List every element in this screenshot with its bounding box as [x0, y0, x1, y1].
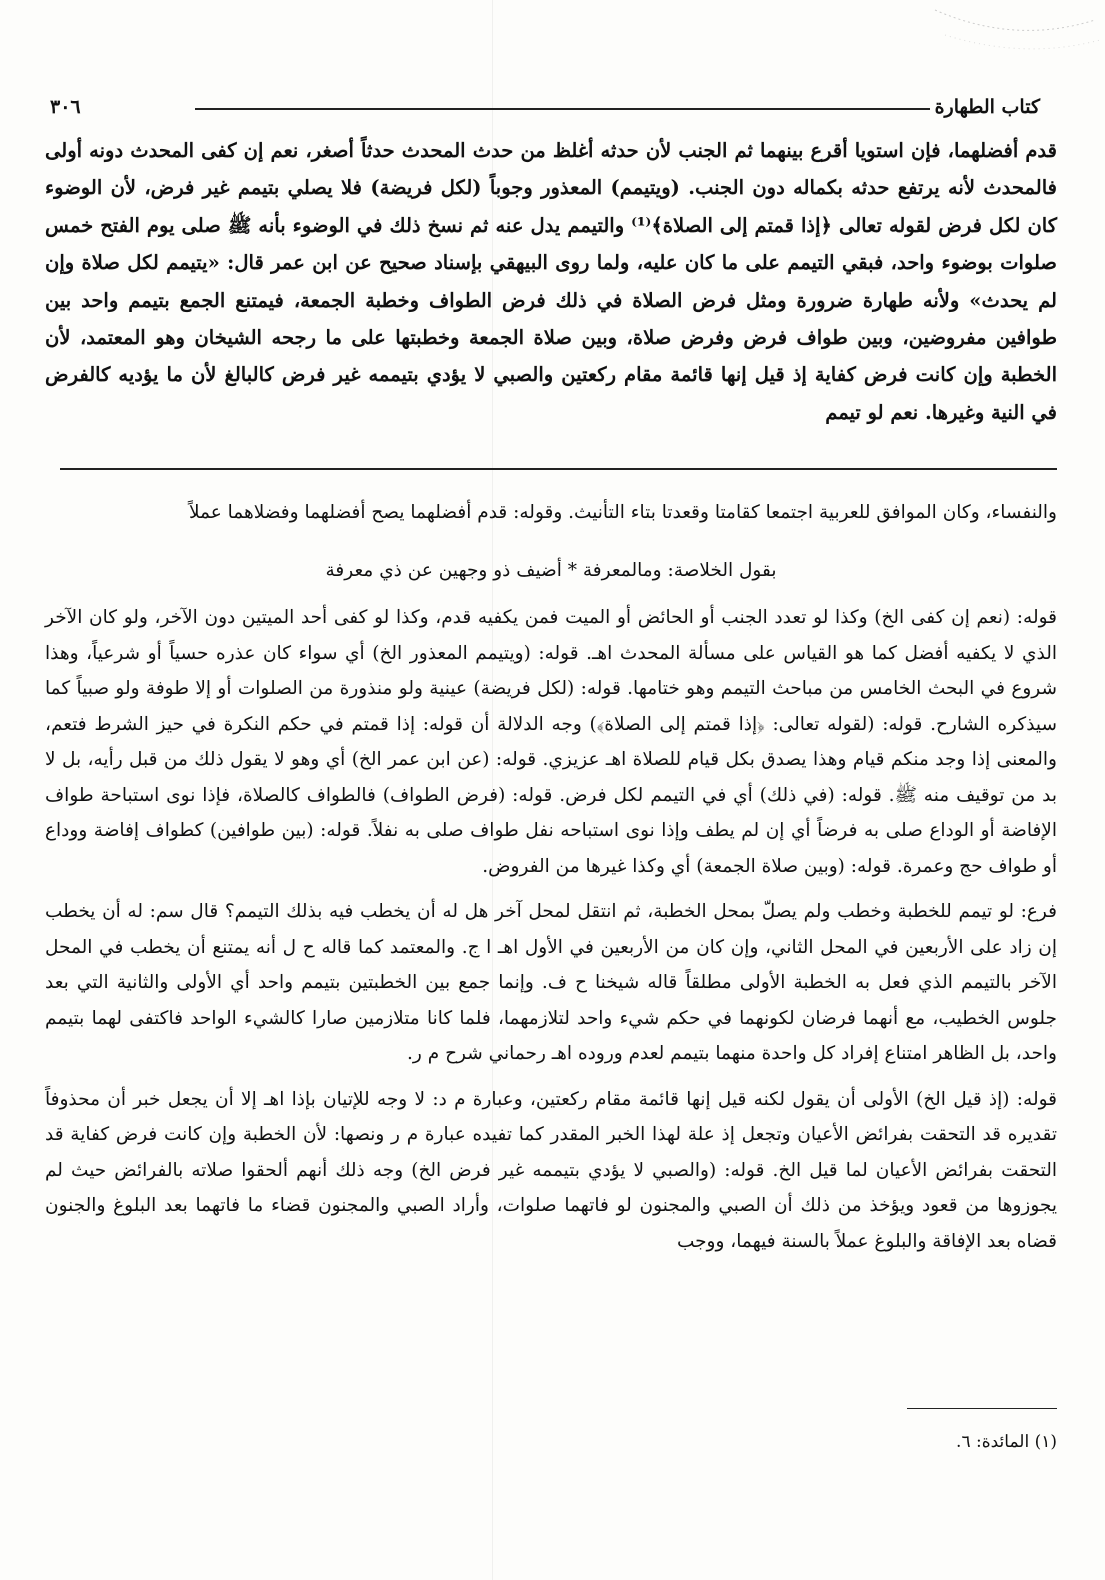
- header-rule: [195, 108, 930, 110]
- book-title: كتاب الطهارة: [934, 96, 1040, 118]
- commentary-paragraph-1: والنفساء، وكان الموافق للعربية اجتمعا كقامتا وقعدتا بتاء التأنيث. وقوله: قدم أفضلهما يصح أفضلهما وفضلاهما عملاً: [188, 502, 1057, 523]
- footnote-rule: [907, 1408, 1057, 1409]
- commentary-paragraph-2: قوله: (نعم إن كفى الخ) وكذا لو تعدد الجنب أو الحائض أو الميت فمن يكفيه قدم، وكذا لو كفى أحد الميتين دون الآخر، ولو كان الآخر الذي لا يكفيه أفضل كما هو القياس على مسألة المحدث اهـ. قوله: (ويتيمم المعذور الخ) أي سواء كان عذره حسياً أو شرعياً، وهذا شروع في البحث الخامس من مباحث التيمم وهو ختامها. قوله: (لكل فريضة) عينية ولو منذورة من الصلوات أو إلا طوفة ولو صبياً كما سيذكره الشارح. قوله: (لقوله تعالى: ﴿إذا قمتم إلى الصلاة﴾) وجه الدلالة أن قوله: إذا قمتم في حكم النكرة في حيز الشرط فتعم، والمعنى إذا وجد منكم قيام وهذا يصدق بكل قيام للصلاة اهـ عزيزي. قوله: (عن ابن عمر الخ) أي وهو لا يقول ذلك من قبل رأيه، بل لا بد من توقيف منه ﷺ. قوله: (في ذلك) أي في التيمم لكل فرض. قوله: (فرض الطواف) فالطواف كالصلاة، فإذا نوى استباحة طواف الإفاضة أو الوداع صلى به فرضاً أي إن لم يطف وإذا نوى استباحه نفل طواف صلى به نفلاً. قوله: (بين طوافين) كطواف إفاضة ووداع أو طواف حج وعمرة. قوله: (وبين صلاة الجمعة) أي وكذا غيرها من الفروض.: [45, 607, 1057, 877]
- main-paragraph: قدم أفضلهما، فإن استويا أقرع بينهما ثم الجنب لأن حدثه أغلظ من حدث المحدث حدثاً أصغر، نعم إن كفى المحدث دونه أولى فالمحدث لأنه يرتفع حدثه بكماله دون الجنب. (ويتيمم) المعذور وجوباً (لكل فريضة) فلا يصلي بتيمم غير فرض، لأن الوضوء كان لكل فرض لقوله تعالى ﴿إذا قمتم إلى الصلاة﴾⁽¹⁾ والتيمم يدل عنه ثم نسخ ذلك في الوضوء بأنه ﷺ صلى يوم الفتح خمس صلوات بوضوء واحد، فبقي التيمم على ما كان عليه، ولما روى البيهقي بإسناد صحيح عن ابن عمر قال: «يتيمم لكل صلاة وإن لم يحدث» ولأنه طهارة ضرورة ومثل فرض الصلاة في ذلك فرض الطواف وخطبة الجمعة، فيمتنع الجمع بتيمم واحد بين طوافين مفروضين، وبين طواف فرض وفرض صلاة، وبين صلاة الجمعة وخطبتها على ما رجحه الشيخان وهو المعتمد، لأن الخطبة وإن كانت فرض كفاية إذ قيل إنها قائمة مقام ركعتين والصبي لا يؤدي بتيممه غير فرض كالبالغ لأن ما يؤديه كالفرض في النية وغيرها. نعم لو تيمم: [45, 139, 1058, 424]
- page-header: [40, 88, 1050, 118]
- commentary-paragraph-3: فرع: لو تيمم للخطبة وخطب ولم يصلّ بمحل الخطبة، ثم انتقل لمحل آخر هل له أن يخطب فيه بذلك التيمم؟ قال سم: له أن يخطب إن زاد على الأربعين في المحل الثاني، وإن كان من الأربعين في الأول اهـ ا ج. والمعتمد كما قاله ح ل أنه يمتنع أن يخطب في المحل الآخر بالتيمم الذي فعل به الخطبة الأولى مطلقاً قاله شيخنا ح ف. وإنما جمع بين الخطبتين بتيمم واحد أي الأولى والثانية التي بعد جلوس الخطيب، مع أنهما فرضان لكونهما في حكم شيء واحد لتلازمهما، فلما كانا متلازمين صارا كالشيء الواحد فاكتفى لهما بتيمم واحد، بل الظاهر امتناع إفراد كل واحدة منهما بتيمم لعدم وروده اهـ رحماني شرح م ر.: [45, 901, 1057, 1064]
- footnote: (١) المائدة: ٦.: [956, 1432, 1057, 1452]
- page-number: ٣٠٦: [50, 96, 81, 118]
- scan-artifact-corner: [925, 0, 1105, 70]
- commentary-paragraph-4: قوله: (إذ قيل الخ) الأولى أن يقول لكنه قيل إنها قائمة مقام ركعتين، وعبارة م د: لا وجه للإتيان بإذا اهـ إلا أن يجعل خبر أن محذوفاً تقديره قد التحقت بفرائض الأعيان وتجعل إذ علة لهذا الخبر المقدر كما تفيده عبارة م ر ونصها: لأن الخطبة وإن كانت فرض كفاية قد التحقت بفرائض الأعيان لما قيل الخ. قوله: (والصبي لا يؤدي بتيممه غير فرض الخ) وجه ذلك أنهم ألحقوا صلاته بالفرائض حيث لم يجوزوها من قعود ويؤخذ من ذلك أن الصبي والمجنون لو فاتهما صلوات، وأراد الصبي والمجنون قضاء ما فاتهما بعد البلوغ والجنون قضاه بعد الإفاقة والبلوغ عملاً بالسنة فيهما، ووجب: [45, 1088, 1057, 1252]
- section-divider: [60, 468, 1057, 470]
- commentary: [45, 495, 1057, 1259]
- commentary-verse: بقول الخلاصة: ومالمعرفة * أضيف ذو وجهين عن ذي معرفة: [325, 559, 777, 581]
- main-text: [45, 132, 1057, 431]
